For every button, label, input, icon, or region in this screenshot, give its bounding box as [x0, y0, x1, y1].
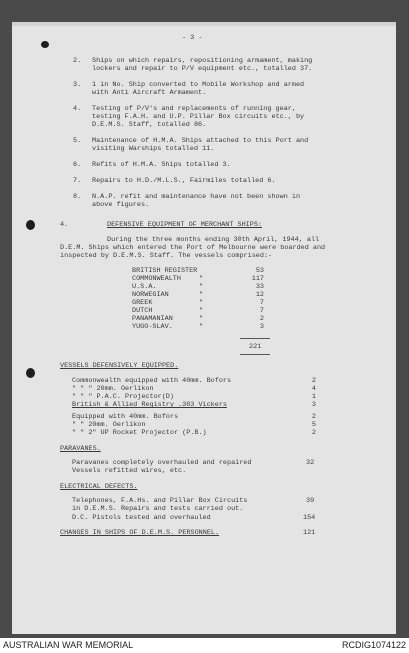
- vessel-count: 7: [259, 307, 264, 315]
- vessel-count: 2: [259, 315, 264, 323]
- equipped-count: 5: [311, 421, 316, 429]
- electrical-heading: ELECTRICAL DEFECTS.: [60, 483, 138, 491]
- equipped-count: 3: [311, 401, 316, 409]
- vessel-name: GREEK: [132, 299, 153, 307]
- item-line: Ships on which repairs, repositioning armament, making: [92, 57, 313, 65]
- paravanes-heading: PARAVANES.: [60, 445, 101, 453]
- archive-footer: [0, 638, 409, 653]
- item-line: 1 in No. Ship converted to Mobile Workshop and armed: [92, 81, 305, 89]
- item-number: 5.: [73, 137, 82, 145]
- electrical-count: 39: [306, 497, 315, 505]
- equipped-row: British & Allied Registry .303 Vickers: [72, 401, 227, 409]
- vessel-count: 12: [255, 291, 264, 299]
- equipped-count: 4: [311, 385, 316, 393]
- item-line: above figures.: [92, 201, 150, 209]
- electrical-line: in D.E.M.S. Repairs and tests carried out.: [72, 505, 244, 513]
- item-number: 7.: [73, 177, 82, 185]
- changes-count: 121: [303, 529, 316, 537]
- vessel-count: 53: [255, 267, 264, 275]
- section-paragraph: inspected by D.E.M.S. Staff. The vessels comprised:-: [60, 252, 273, 260]
- item-line: lockers and repair to P/V equipment etc., totalled 37.: [92, 65, 313, 73]
- item-line: testing F.A.H. and U.P. Pillar Box circuits etc., by: [92, 113, 305, 121]
- equipped-count: 2: [311, 429, 316, 437]
- vessel-name: COMMONWEALTH: [132, 275, 181, 283]
- electrical-line: D.C. Pistols tested and overhauled: [72, 514, 211, 522]
- punch-hole: [41, 41, 49, 48]
- equipped-count: 2: [311, 377, 316, 385]
- equipped-count: 1: [311, 393, 316, 401]
- ditto-mark: ": [199, 307, 204, 315]
- electrical-count: 154: [303, 514, 316, 522]
- vessel-name: YUGO-SLAV.: [132, 323, 173, 331]
- item-number: 8.: [73, 193, 82, 201]
- item-line: N.A.P. refit and maintenance have not been shown in: [92, 193, 301, 201]
- page-number: - 3 -: [182, 34, 203, 42]
- vessel-name: NORWEGIAN: [132, 291, 169, 299]
- vessel-name: BRITISH REGISTER: [132, 267, 198, 275]
- document-page: [12, 22, 396, 634]
- ditto-mark: ": [199, 283, 204, 291]
- punch-hole: [26, 220, 35, 230]
- ditto-mark: ": [199, 315, 204, 323]
- item-line: D.E.M.S. Staff, totalled 86.: [92, 121, 207, 129]
- vessel-count: 3: [259, 323, 264, 331]
- vessel-name: DUTCH: [132, 307, 153, 315]
- item-line: with Anti Aircraft Armament.: [92, 89, 207, 97]
- paravanes-line: Vessels refitted wires, etc.: [72, 467, 187, 475]
- tape-strip: [12, 22, 396, 26]
- ditto-mark: ": [199, 275, 204, 283]
- changes-heading: CHANGES IN SHIPS OF D.E.M.S. PERSONNEL.: [60, 529, 220, 537]
- equipped-row: " " " P.A.C. Projector(D): [72, 393, 174, 401]
- vessel-name: U.S.A.: [132, 283, 157, 291]
- total-rule: [240, 338, 270, 339]
- item-number: 2.: [73, 57, 82, 65]
- punch-hole: [26, 368, 35, 378]
- vessel-count: 117: [251, 275, 264, 283]
- equipped-row: " " " 20mm. Oerlikon: [72, 385, 154, 393]
- ditto-mark: ": [199, 291, 204, 299]
- equipped-heading: VESSELS DEFENSIVELY EQUIPPED.: [60, 362, 179, 370]
- ditto-mark: ": [199, 299, 204, 307]
- vessel-count: 7: [259, 299, 264, 307]
- paravanes-count: 32: [306, 459, 315, 467]
- equipped-row: Commonwealth equipped with 40mm. Bofors: [72, 377, 232, 385]
- item-line: Refits of H.M.A. Ships totalled 3.: [92, 161, 231, 169]
- item-line: Testing of P/V's and replacements of running gear,: [92, 105, 296, 113]
- footer-id: RCDIG1074122: [341, 640, 406, 650]
- vessel-count: 33: [255, 283, 264, 291]
- item-line: Maintenance of H.M.A. Ships attached to this Port and: [92, 137, 309, 145]
- equipped-row: " " 2" UP Rocket Projector (P.B.): [72, 429, 207, 437]
- equipped-row: " " 20mm. Oerlikon: [72, 421, 146, 429]
- item-line: Repairs to H.D./M.L.S., Fairmiles totalled 6.: [92, 177, 276, 185]
- item-line: visiting Warships totalled 11.: [92, 145, 215, 153]
- total-rule: [240, 354, 270, 355]
- vessel-total: 221: [249, 343, 262, 351]
- footer-source: AUSTRALIAN WAR MEMORIAL: [3, 640, 134, 650]
- section-heading: DEFENSIVE EQUIPMENT OF MERCHANT SHIPS:: [107, 221, 262, 229]
- item-number: 3.: [73, 81, 82, 89]
- section-number: 4.: [60, 221, 69, 229]
- vessel-name: PANAMANIAN: [132, 315, 173, 323]
- equipped-row: Equipped with 40mm. Bofors: [72, 413, 179, 421]
- item-number: 6.: [73, 161, 82, 169]
- paravanes-line: Paravanes completely overhauled and repaired: [72, 459, 252, 467]
- section-paragraph: During the three months ending 30th April, 1944, all: [107, 236, 320, 244]
- item-number: 4.: [73, 105, 82, 113]
- equipped-count: 2: [311, 413, 316, 421]
- ditto-mark: ": [199, 323, 204, 331]
- electrical-line: Telephones, F.A.Hs. and Pillar Box Circuits: [72, 497, 248, 505]
- section-paragraph: D.E.M. Ships which entered the Port of Melbourne were boarded and: [60, 244, 326, 252]
